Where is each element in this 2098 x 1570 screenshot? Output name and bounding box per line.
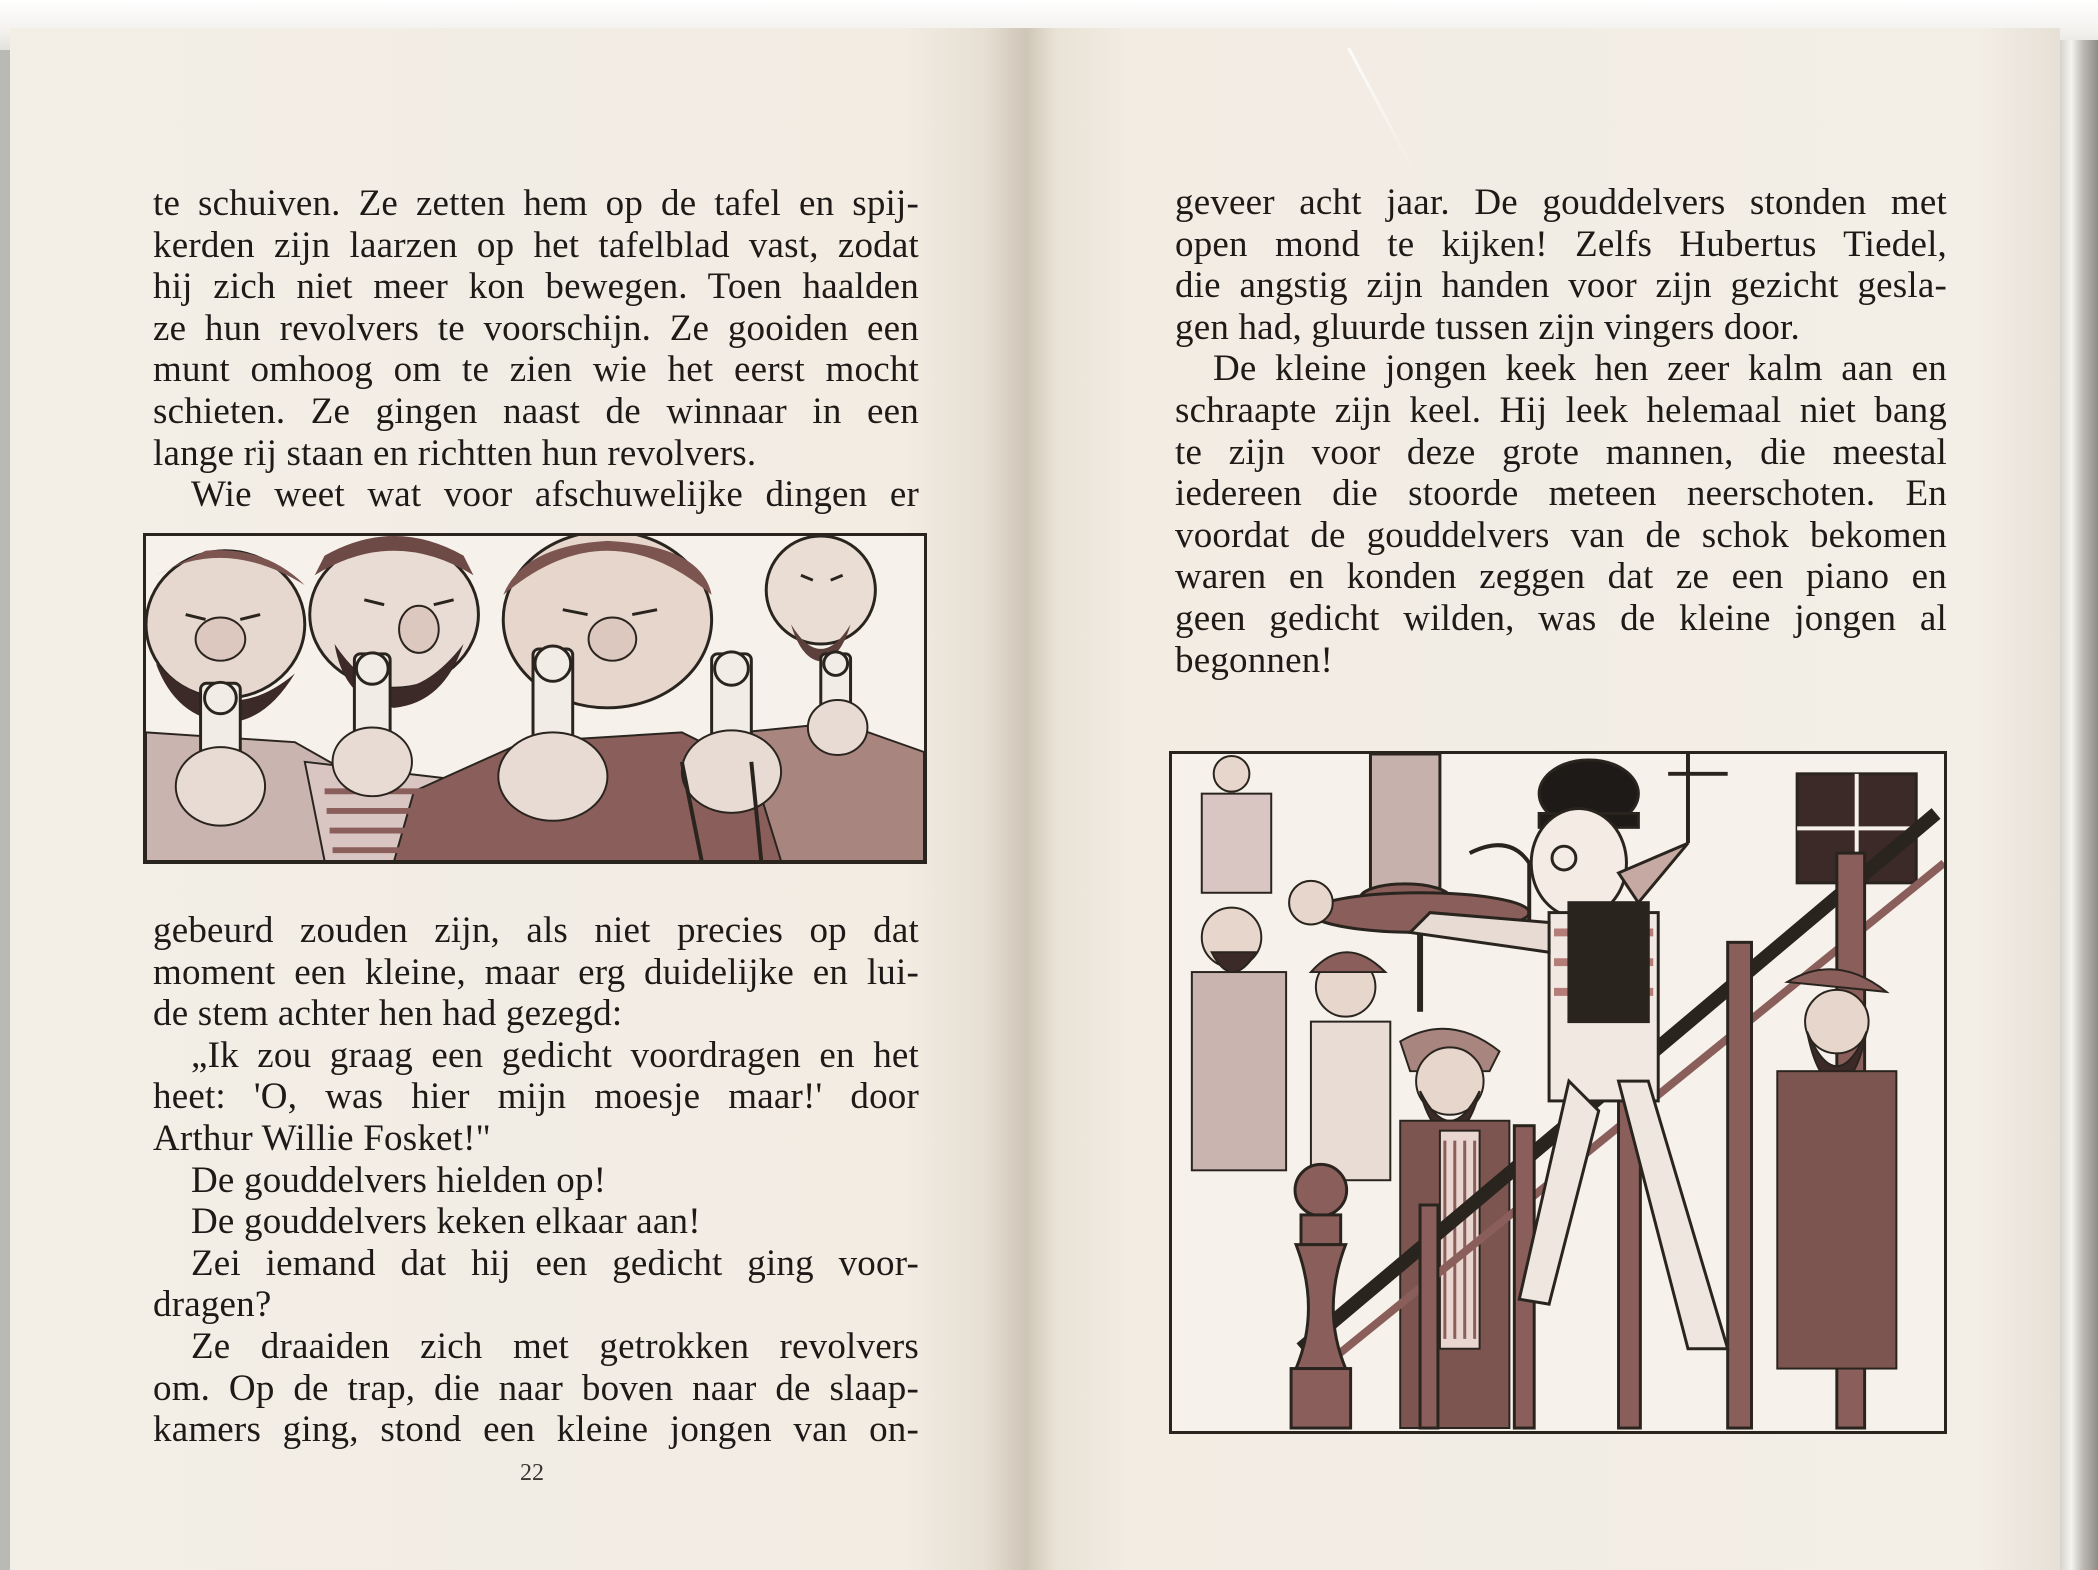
text-line: kamers ging, stond een kleine jongen van on- [153, 1409, 919, 1451]
text-line: te zijn voor deze grote mannen, die meestal [1175, 431, 1947, 473]
text-line: munt omhoog om te zien wie het eerst mocht [153, 349, 919, 391]
text-line: lange rij staan en richtten hun revolvers. [153, 432, 757, 474]
text-line: De gouddelvers hielden op! [191, 1159, 607, 1201]
text-line: die angstig zijn handen voor zijn gezicht gesla- [1175, 265, 1947, 307]
text-line: dragen? [153, 1284, 272, 1326]
text-line: geen gedicht wilden, was de kleine jongen al [1175, 597, 1947, 639]
left-text-top [153, 183, 919, 516]
left-page [10, 28, 1025, 1570]
text-line: schraapte zijn keel. Hij leek helemaal niet bang [1175, 389, 1947, 431]
right-text [1175, 182, 1947, 681]
text-line: gebeurd zouden zijn, als niet precies op dat [153, 910, 919, 951]
text-line: moment een kleine, maar erg duidelijke en lui- [153, 951, 919, 993]
text-line: kerden zijn laarzen op het tafelblad vast, zodat [153, 224, 919, 266]
text-line: open mond te kijken! Zelfs Hubertus Tiedel, [1175, 223, 1947, 265]
text-line: De gouddelvers keken elkaar aan! [191, 1201, 701, 1243]
text-line: Arthur Willie Fosket!" [153, 1117, 491, 1159]
right-page [1025, 28, 2060, 1570]
text-line: te schuiven. Ze zetten hem op de tafel en spij- [153, 183, 919, 224]
text-line: „Ik zou graag een gedicht voordragen en het [191, 1034, 919, 1076]
text-line: De kleine jongen keek hen zeer kalm aan en [1213, 348, 1947, 390]
illustration-gunmen [143, 533, 927, 864]
text-line: gen had, gluurde tussen zijn vingers door. [1175, 306, 1800, 348]
text-line: Zei iemand dat hij een gedicht ging voor- [191, 1242, 919, 1284]
text-line: waren en konden zeggen dat ze een piano en [1175, 556, 1947, 598]
text-line: om. Op de trap, die naar boven naar de slaap- [153, 1367, 919, 1409]
text-line: ze hun revolvers te voorschijn. Ze gooiden een [153, 307, 919, 349]
text-line: heet: 'O, was hier mijn moesje maar!' door [153, 1076, 919, 1118]
page-number: 22 [520, 1460, 544, 1486]
illustration-boy-on-stairs [1169, 751, 1947, 1434]
text-line: hij zich niet meer kon bewegen. Toen haalden [153, 266, 919, 308]
text-line: de stem achter hen had gezegd: [153, 993, 623, 1035]
text-line: begonnen! [1175, 639, 1333, 681]
book-edge [2060, 40, 2098, 1570]
text-line: voordat de gouddelvers van de schok bekomen [1175, 514, 1947, 556]
text-line: iedereen die stoorde meteen neerschoten. En [1175, 473, 1947, 515]
left-text-bottom [153, 910, 919, 1451]
open-book [10, 28, 2060, 1570]
text-line: schieten. Ze gingen naast de winnaar in een [153, 390, 919, 432]
text-line: Wie weet wat voor afschuwelijke dingen er [191, 474, 919, 516]
text-line: Ze draaiden zich met getrokken revolvers [191, 1325, 919, 1367]
text-line: geveer acht jaar. De gouddelvers stonden met [1175, 182, 1947, 223]
